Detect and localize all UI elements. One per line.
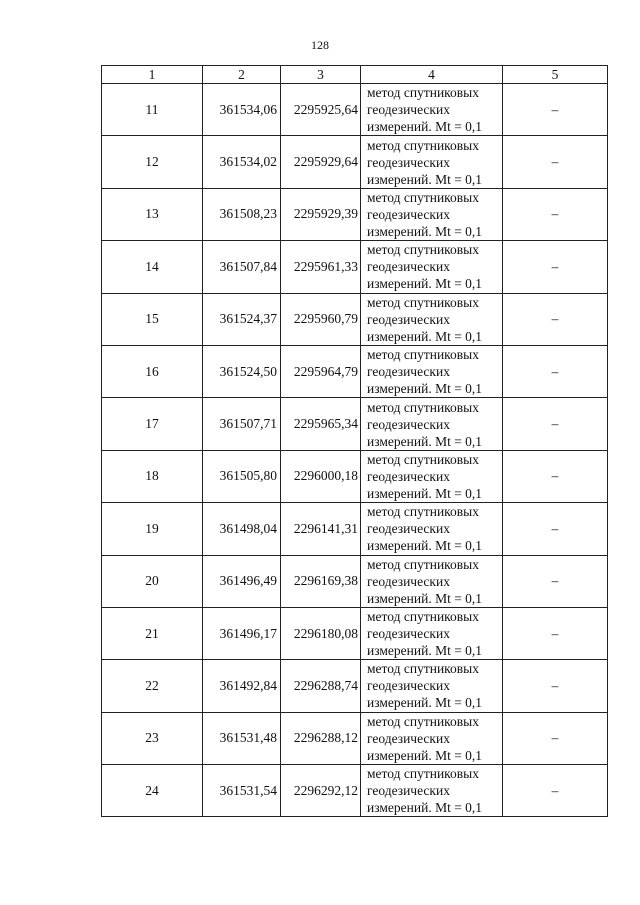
method-line: геодезических <box>367 416 450 432</box>
method-cell <box>361 136 503 188</box>
point-number-cell: 21 <box>102 607 203 659</box>
method-line: измерений. Mt = 0,1 <box>367 276 483 292</box>
method-line: метод спутниковых <box>367 137 479 153</box>
table-header <box>102 66 608 84</box>
method-line: геодезических <box>367 206 450 222</box>
point-number-cell: 11 <box>102 84 203 136</box>
point-number-cell: 17 <box>102 398 203 450</box>
table-row <box>102 136 608 188</box>
method-line: метод спутниковых <box>367 242 479 258</box>
table-row <box>102 293 608 345</box>
x-coordinate-cell: 361507,84 <box>203 241 281 293</box>
method-line: метод спутниковых <box>367 294 479 310</box>
note-cell: – <box>503 660 608 712</box>
header-cell-3: 3 <box>281 66 361 84</box>
method-line: геодезических <box>367 468 450 484</box>
note-cell: – <box>503 503 608 555</box>
y-coordinate-cell: 2296288,74 <box>281 660 361 712</box>
x-coordinate-cell: 361505,80 <box>203 450 281 502</box>
method-cell <box>361 712 503 764</box>
table-row <box>102 607 608 659</box>
note-cell: – <box>503 293 608 345</box>
note-cell: – <box>503 398 608 450</box>
method-line: геодезических <box>367 626 450 642</box>
y-coordinate-cell: 2295964,79 <box>281 345 361 397</box>
table-row <box>102 188 608 240</box>
y-coordinate-cell: 2296180,08 <box>281 607 361 659</box>
method-cell <box>361 450 503 502</box>
x-coordinate-cell: 361531,54 <box>203 765 281 817</box>
y-coordinate-cell: 2296292,12 <box>281 765 361 817</box>
method-line: измерений. Mt = 0,1 <box>367 433 483 449</box>
point-number-cell: 13 <box>102 188 203 240</box>
note-cell: – <box>503 450 608 502</box>
method-line: измерений. Mt = 0,1 <box>367 800 483 816</box>
method-line: измерений. Mt = 0,1 <box>367 171 483 187</box>
header-cell-2: 2 <box>203 66 281 84</box>
y-coordinate-cell: 2296288,12 <box>281 712 361 764</box>
note-cell: – <box>503 136 608 188</box>
y-coordinate-cell: 2295960,79 <box>281 293 361 345</box>
method-line: измерений. Mt = 0,1 <box>367 590 483 606</box>
method-cell <box>361 241 503 293</box>
method-cell <box>361 84 503 136</box>
method-line: геодезических <box>367 259 450 275</box>
method-line: измерений. Mt = 0,1 <box>367 485 483 501</box>
point-number-cell: 16 <box>102 345 203 397</box>
note-cell: – <box>503 712 608 764</box>
method-line: метод спутниковых <box>367 766 479 782</box>
x-coordinate-cell: 361496,17 <box>203 607 281 659</box>
table-row <box>102 241 608 293</box>
point-number-cell: 18 <box>102 450 203 502</box>
method-line: метод спутниковых <box>367 399 479 415</box>
header-cell-4: 4 <box>361 66 503 84</box>
x-coordinate-cell: 361531,48 <box>203 712 281 764</box>
x-coordinate-cell: 361524,37 <box>203 293 281 345</box>
x-coordinate-cell: 361498,04 <box>203 503 281 555</box>
table-row <box>102 450 608 502</box>
note-cell: – <box>503 188 608 240</box>
note-cell: – <box>503 765 608 817</box>
method-line: метод спутниковых <box>367 85 479 101</box>
table-row <box>102 84 608 136</box>
x-coordinate-cell: 361534,06 <box>203 84 281 136</box>
method-line: измерений. Mt = 0,1 <box>367 538 483 554</box>
method-cell <box>361 765 503 817</box>
point-number-cell: 19 <box>102 503 203 555</box>
point-number-cell: 20 <box>102 555 203 607</box>
y-coordinate-cell: 2295929,64 <box>281 136 361 188</box>
method-line: измерений. Mt = 0,1 <box>367 223 483 239</box>
x-coordinate-cell: 361524,50 <box>203 345 281 397</box>
table-row <box>102 555 608 607</box>
y-coordinate-cell: 2295929,39 <box>281 188 361 240</box>
method-line: метод спутниковых <box>367 451 479 467</box>
note-cell: – <box>503 345 608 397</box>
method-line: метод спутниковых <box>367 504 479 520</box>
method-line: геодезических <box>367 102 450 118</box>
x-coordinate-cell: 361492,84 <box>203 660 281 712</box>
note-cell: – <box>503 607 608 659</box>
y-coordinate-cell: 2296169,38 <box>281 555 361 607</box>
table-row <box>102 712 608 764</box>
method-line: измерений. Mt = 0,1 <box>367 747 483 763</box>
table-row <box>102 765 608 817</box>
method-line: измерений. Mt = 0,1 <box>367 643 483 659</box>
page-number: 128 <box>311 38 329 52</box>
header-row <box>102 66 608 84</box>
method-line: метод спутниковых <box>367 713 479 729</box>
header-cell-1: 1 <box>102 66 203 84</box>
method-cell <box>361 607 503 659</box>
method-cell <box>361 398 503 450</box>
note-cell: – <box>503 241 608 293</box>
y-coordinate-cell: 2295925,64 <box>281 84 361 136</box>
point-number-cell: 15 <box>102 293 203 345</box>
table-row <box>102 398 608 450</box>
x-coordinate-cell: 361534,02 <box>203 136 281 188</box>
method-line: метод спутниковых <box>367 609 479 625</box>
x-coordinate-cell: 361507,71 <box>203 398 281 450</box>
y-coordinate-cell: 2296000,18 <box>281 450 361 502</box>
point-number-cell: 22 <box>102 660 203 712</box>
note-cell: – <box>503 84 608 136</box>
y-coordinate-cell: 2295961,33 <box>281 241 361 293</box>
coordinates-table <box>101 65 608 817</box>
method-line: геодезических <box>367 311 450 327</box>
point-number-cell: 23 <box>102 712 203 764</box>
method-line: измерений. Mt = 0,1 <box>367 381 483 397</box>
y-coordinate-cell: 2296141,31 <box>281 503 361 555</box>
table-row <box>102 345 608 397</box>
method-line: геодезических <box>367 678 450 694</box>
method-line: метод спутниковых <box>367 661 479 677</box>
method-line: геодезических <box>367 730 450 746</box>
method-cell <box>361 345 503 397</box>
table-row <box>102 660 608 712</box>
x-coordinate-cell: 361496,49 <box>203 555 281 607</box>
method-line: метод спутниковых <box>367 556 479 572</box>
table-row <box>102 503 608 555</box>
method-cell <box>361 555 503 607</box>
method-line: геодезических <box>367 573 450 589</box>
method-line: геодезических <box>367 154 450 170</box>
y-coordinate-cell: 2295965,34 <box>281 398 361 450</box>
point-number-cell: 24 <box>102 765 203 817</box>
method-cell <box>361 188 503 240</box>
point-number-cell: 12 <box>102 136 203 188</box>
method-line: измерений. Mt = 0,1 <box>367 119 483 135</box>
point-number-cell: 14 <box>102 241 203 293</box>
note-cell: – <box>503 555 608 607</box>
method-line: метод спутниковых <box>367 189 479 205</box>
method-cell <box>361 503 503 555</box>
table-body <box>102 84 608 817</box>
method-line: геодезических <box>367 783 450 799</box>
header-cell-5: 5 <box>503 66 608 84</box>
method-line: геодезических <box>367 364 450 380</box>
method-line: измерений. Mt = 0,1 <box>367 695 483 711</box>
method-line: метод спутниковых <box>367 347 479 363</box>
method-cell <box>361 293 503 345</box>
method-line: геодезических <box>367 521 450 537</box>
method-cell <box>361 660 503 712</box>
method-line: измерений. Mt = 0,1 <box>367 328 483 344</box>
x-coordinate-cell: 361508,23 <box>203 188 281 240</box>
